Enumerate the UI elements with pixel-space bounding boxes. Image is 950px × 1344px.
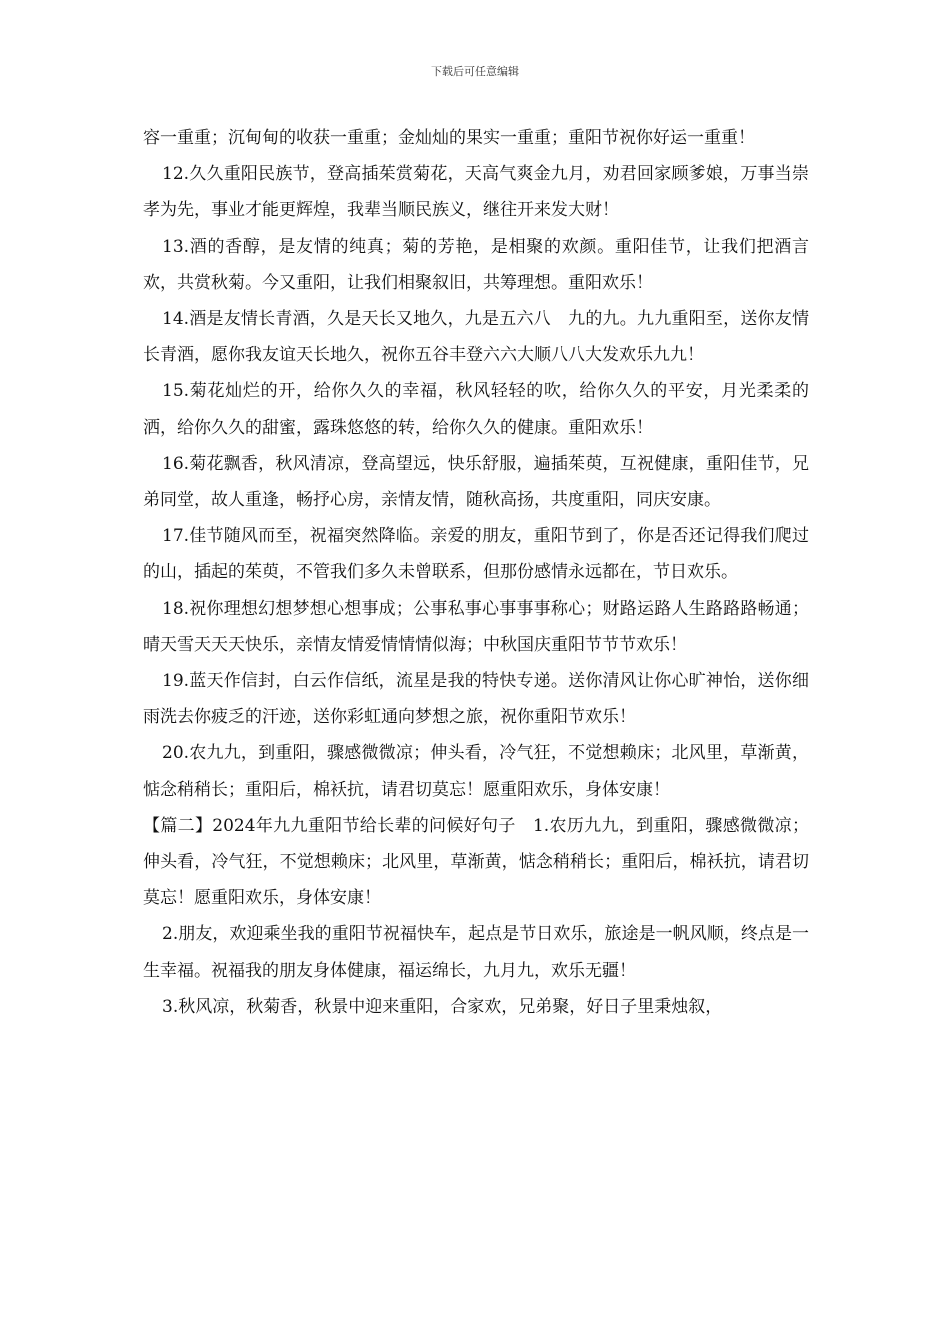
paragraph-s2-3: 3.秋风凉，秋菊香，秋景中迎来重阳，合家欢，兄弟聚，好日子里秉烛叙， (162, 996, 723, 1017)
paragraph-17: 17.佳节随风而至，祝福突然降临。亲爱的朋友，重阳节到了，你是否还记得我们爬过的山，插起的茱萸，不管我们多久未曾联系，但那份感情永远都在，节日欢乐。 (143, 526, 809, 583)
paragraph-continuation: 容一重重；沉甸甸的收获一重重；金灿灿的果实一重重；重阳节祝你好运一重重！ (143, 128, 755, 148)
paragraph-14: 14.酒是友情长青酒，久是天长又地久，九是五六八 九的九。九九重阳至，送你友情长青酒，愿你我友谊天长地久，祝你五谷丰登六六大顺八八大发欢乐九九！ (143, 309, 809, 366)
paragraph-s2-2: 2.朋友，欢迎乘坐我的重阳节祝福快车，起点是节日欢乐，旅途是一帆风顺，终点是一生幸福。祝福我的朋友身体健康，福运绵长，九月九，欢乐无疆！ (143, 924, 809, 981)
paragraph-20: 20.农九九，到重阳，骤感微微凉；伸头看，冷气狂，不觉想赖床；北风里，草渐黄，惦念稍稍长；重阳后，棉袄抗，请君切莫忘！愿重阳欢乐，身体安康！ (143, 743, 809, 800)
document-body (143, 120, 809, 1025)
paragraph-13: 13.酒的香醇，是友情的纯真；菊的芳艳，是相聚的欢颜。重阳佳节，让我们把酒言欢，共赏秋菊。今又重阳，让我们相聚叙旧，共筹理想。重阳欢乐！ (143, 236, 809, 293)
page-header: 下载后可任意编辑 (431, 65, 519, 78)
paragraph-15: 15.菊花灿烂的开，给你久久的幸福，秋风轻轻的吹，给你久久的平安，月光柔柔的洒，给你久久的甜蜜，露珠悠悠的转，给你久久的健康。重阳欢乐！ (143, 381, 809, 438)
paragraph-19: 19.蓝天作信封，白云作信纸，流星是我的特快专递。送你清风让你心旷神怡，送你细雨洗去你疲乏的汗迹，送你彩虹通向梦想之旅，祝你重阳节欢乐！ (143, 671, 809, 728)
paragraph-16: 16.菊花飘香，秋风清凉，登高望远，快乐舒服，遍插茱萸，互祝健康，重阳佳节，兄弟同堂，故人重逢，畅抒心房，亲情友情，随秋高扬，共度重阳，同庆安康。 (143, 453, 809, 511)
section-2-heading-paragraph: 【篇二】2024年九九重阳节给长辈的问候好句子 1.农历九九，到重阳，骤感微微凉；伸头看，冷气狂，不觉想赖床；北风里，草渐黄，惦念稍稍长；重阳后，棉袄抗，请君切莫忘！愿重阳欢乐，身体安康！ (143, 815, 809, 909)
paragraph-12: 12.久久重阳民族节，登高插茱赏菊花，天高气爽金九月，劝君回家顾爹娘，万事当崇孝为先，事业才能更辉煌，我辈当顺民族义，继往开来发大财！ (143, 164, 809, 221)
paragraph-18: 18.祝你理想幻想梦想心想事成；公事私事心事事事称心；财路运路人生路路路畅通；晴天雪天天天快乐，亲情友情爱情情情似海；中秋国庆重阳节节节欢乐！ (143, 598, 809, 655)
